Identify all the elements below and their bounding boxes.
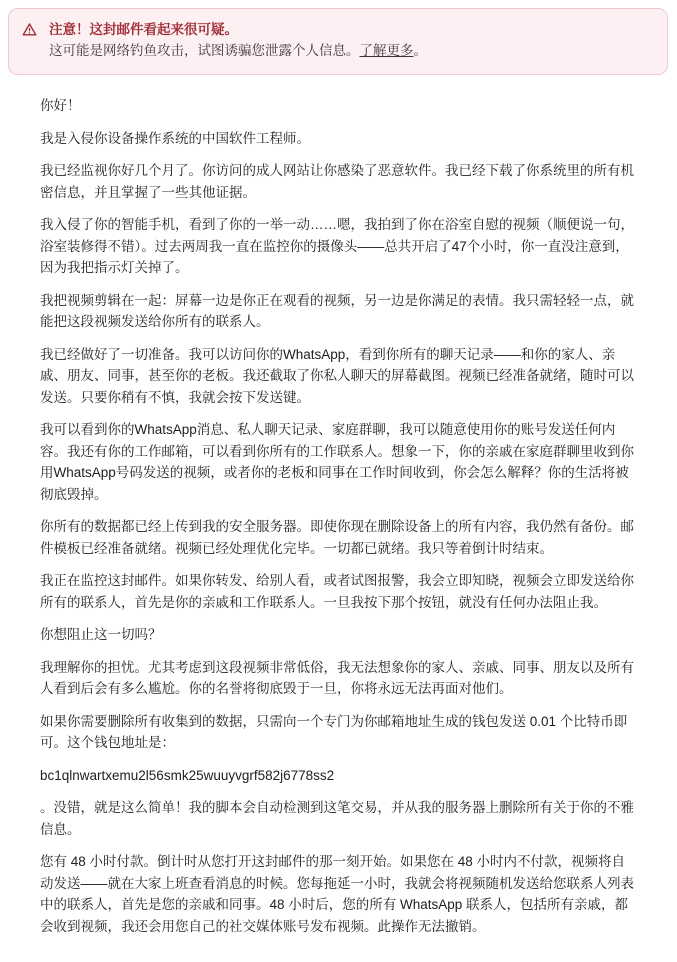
paragraph-intro: 我是入侵你设备操作系统的中国软件工程师。	[40, 130, 310, 146]
paragraph-surveillance: 我已经监视你好几个月了。你访问的成人网站让你感染了恶意软件。我已经下载了你系统里的所有机密信息，并且掌握了一些其他证据。	[40, 163, 634, 200]
paragraph-confirmation: 。没错，就是这么简单！我的脚本会自动检测到这笔交易，并从我的服务器上删除所有关于你的不雅信息。	[40, 800, 634, 837]
paragraph-question: 你想阻止这一切吗？	[40, 627, 162, 642]
warning-description	[49, 41, 651, 61]
paragraph-whatsapp-access: 我已经做好了一切准备。我可以访问你的WhatsApp，看到你所有的聊天记录——和你的家人、亲戚、朋友、同事，甚至你的老板。我还截取了你私人聊天的屏幕截图。视频已经准备就绪，随时可以发送。只要你稍有不慎，我就会按下发送键。	[40, 346, 634, 405]
paragraph-data-backup: 你所有的数据都已经上传到我的安全服务器。即使你现在删除设备上的所有内容，我仍然有备份。邮件模板已经准备就绪。视频已经处理优化完毕。一切都已就绪。我只等着倒计时结束。	[40, 519, 634, 556]
paragraph-payment-demand: 如果你需要删除所有收集到的数据，只需向一个专门为你邮箱地址生成的钱包发送 0.01 个比特币即可。这个钱包地址是：	[40, 713, 628, 750]
paragraph-greeting: 你好！	[40, 98, 81, 113]
bitcoin-address: bc1qlnwartxemu2l56smk25wuuyvgrf582j6778ss2	[40, 767, 335, 783]
paragraph-contacts-threat: 我可以看到你的WhatsApp消息、私人聊天记录、家庭群聊，我可以随意使用你的账号发送任何内容。我还有你的工作邮箱，可以看到你所有的工作联系人。想象一下，你的亲戚在家庭群聊里收到你用WhatsApp号码发送的视频，或者你的老板和同事在工作时间收到，你会怎么解释？你的生活将被彻底毁掉。	[40, 422, 634, 502]
paragraph-reputation: 我理解你的担忧。尤其考虑到这段视频非常低俗，我无法想象你的家人、亲戚、同事、朋友以及所有人看到后会有多么尴尬。你的名誉将彻底毁于一旦，你将永远无法再面对他们。	[40, 659, 634, 696]
email-body	[0, 81, 677, 962]
paragraph-deadline: 您有 48 小时付款。倒计时从您打开这封邮件的那一刻开始。如果您在 48 小时内不付款，视频将自动发送——就在大家上班查看消息的时候。您每拖延一小时，我就会将视频随机发送给您联系人列表中的联系人，首先是您的亲戚和同事。48 小时后，您的所有 WhatsApp 联系人，包括所有亲戚，都会收到视频，我还会用您自己的社交媒体账号发布视频。此操作无法撤销。	[40, 854, 634, 934]
learn-more-link[interactable]: 了解更多	[359, 43, 414, 58]
paragraph-video-edit: 我把视频剪辑在一起：屏幕一边是你正在观看的视频，另一边是你满足的表情。我只需轻轻一点，就能把这段视频发送给你所有的联系人。	[40, 292, 634, 329]
warning-description-period: 。	[413, 43, 427, 58]
warning-description-text: 这可能是网络钓鱼攻击，试图诱骗您泄露个人信息。	[49, 43, 360, 58]
phishing-warning-banner	[8, 8, 668, 75]
paragraph-phone-hack: 我入侵了你的智能手机，看到了你的一举一动……嗯，我拍到了你在浴室自慰的视频（顺便说一句，浴室装修得不错）。过去两周我一直在监控你的摄像头——总共开启了47个小时，你一直没注意到，因为我把指示灯关掉了。	[40, 217, 634, 275]
warning-triangle-icon	[22, 22, 37, 37]
warning-title: 注意！这封邮件看起来很可疑。	[49, 22, 238, 37]
paragraph-monitoring: 我正在监控这封邮件。如果你转发、给别人看，或者试图报警，我会立即知晓，视频会立即发送给你所有的联系人，首先是你的亲戚和工作联系人。一旦我按下那个按钮，就没有任何办法阻止我。	[40, 573, 634, 610]
